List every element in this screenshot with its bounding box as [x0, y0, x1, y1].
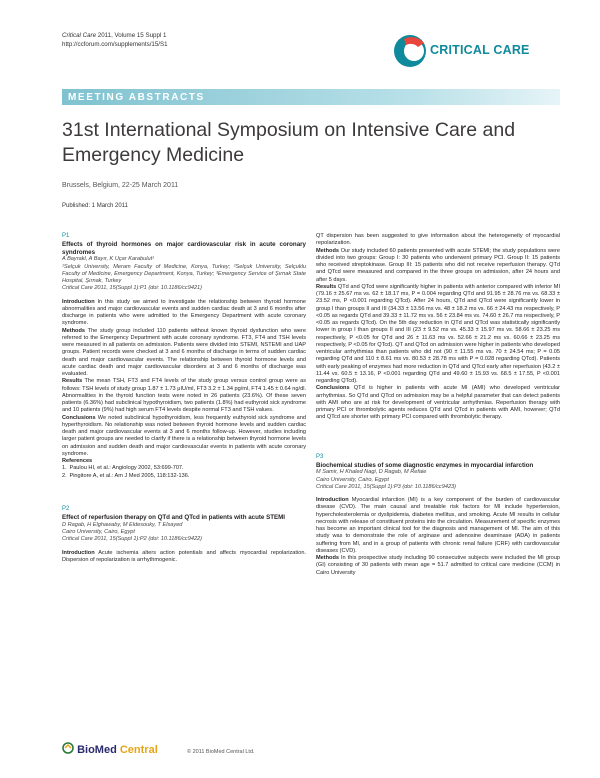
- abstract-authors: A Bayrakl, A Bayır, K Uçar Karabulut¹: [62, 256, 155, 263]
- section-text: QTd and QTcd were significantly higher in patients with anterior compared with inferior MI (79.16 ± 25.67 ms vs. 62 ± 18.17 ms, P = 0.004 regarding QTd and 91.95 ± 28.76 ms vs. 68.33 ± 23.52 ms, P <0.001 regarding QTcd). After 24 hours, QTd and QTcd were significantly lower in group I than groups II and III (34.33 ± 13.56 ms vs. 48 ± 18.2 ms vs. 66 ± 24.43 ms respectively, P <0.05 as regards QTd and 39.33 ± 11.72 ms vs. 56 ± 23.84 ms vs. 74.60 ± 26.7 ms respectively, P <0.05 as regards QTcd). On the 5th day reduction in QTd and QTcd was statistically significantly lower in group I than groups II and III (23 ± 9.52 ms vs. 45.33 ± 15.97 ms vs. 58.66 ± 23.25 ms respectively, P <0.05 for QTd and 26 ± 11.63 ms vs. 52.66 ± 21.2 ms vs. 60.66 ± 23.25 ms respectively, P <0.05 for QTcd). QT and QTcd on admission were higher in patients who developed ventricular arrhythmias than patients who did not (90 ± 11.55 ms vs. 70 ± 24.54 ms; P = 0.05 regarding QTd and 110 ± 8.61 ms vs. 80.53 ± 28.78 ms with P = 0.028 regarding QTcd). Patients with early peaking of enzymes had more reduction in QTd and QTcd early after reperfusion (43.2 ± 11.44 vs. 60.5 ± 13.16, P <0.001 regarding QTd and 49.60 ± 15.93 vs. 68.5 ± 17.55, P <0.001 regarding QTcd).: [316, 283, 560, 384]
- abstract-affiliation: Cairo University, Cairo, Egypt: [62, 529, 135, 536]
- section-text: QTd is higher in patients with acute MI (AMI) who developed ventricular arrhythmias. So QTd and QTcd on admission may be a helpful parameter that can detect patients with AMI who are at risk for development of ventricular arrhythmias. Reperfusion therapy with primary PCI or thrombolytic agents reduces QTd and QTcd in patients with AMI, however; QTd and QTcd are shorter with primary PCI compared with thrombolytic therapy.: [316, 385, 560, 421]
- abstract-affiliation: ¹Selçuk University, Meram Faculty of Medicine, Konya, Turkey; ²Selçuk University, Selçuklu Faculty of Medicine, Emergency Department, Konya, Turkey; ³Emergency Service of Şırnak State Hospital, Şırnak, Turkey: [62, 263, 306, 285]
- journal-url[interactable]: http://ccforum.com/supplements/15/S1: [62, 40, 168, 48]
- biomed-central-logo: [62, 742, 158, 756]
- results-paragraph: [316, 284, 560, 386]
- abstract-citation: Critical Care 2011, 15(Suppl 1):P2 (doi: 10.1186/cc9422): [62, 536, 203, 543]
- publication-date: Published: 1 March 2011: [62, 203, 128, 209]
- section-text: The mean TSH, FT3 and FT4 levels of the study group versus control group were as follows: TSH levels of study group 1.87 ± 1.73 μIU/ml, FT3 3.2 ± 1.34 pg/ml, FT4 1.45 ± 0.64 ng/dl. Abnormalities in the thyroid function tests were noted in 26 patients (23.6%). Of these seven patients (6.36%) had subclinical hypothyroidism, two patients (1.8%) had euthyroid sick syndrome and 10 patients (9%) had high serum FT4 levels despite normal FT3 and TSH values.: [62, 378, 306, 414]
- page-title: 31st International Symposium on Intensive Care and Emergency Medicine: [62, 119, 516, 166]
- bmc-text-b: Central: [116, 744, 158, 756]
- journal-name: Critical Care: [62, 32, 97, 39]
- section-text: We noted subclinical hypothyroidism, less frequently euthyroid sick syndrome and hyperthyroidism. No relationship was noted between thyroid hormone levels and sudden cardiac death and major cardiovascular events at 3 and 6 months follow-up. However, studies including larger patient groups are needed to clarify if there is a relationship between thyroid hormone levels on admission and sudden death and major cardiovascular events in patients with acute coronary syndrome.: [62, 414, 306, 457]
- conclusions-paragraph: [316, 385, 560, 421]
- intro-paragraph: [62, 299, 306, 328]
- section-label: Methods: [316, 555, 339, 562]
- abstract-affiliation: Cairo University, Cairo, Egypt: [316, 476, 389, 483]
- intro-paragraph: [316, 497, 560, 555]
- abstract-p2: [62, 506, 306, 564]
- section-text: Myocardial infarction (MI) is a key component of the burden of cardiovascular disease (CVD). The main causal and treatable risk factors for MI include hypertension, hypercholesterolemia or dyslipidemia, diabetes mellitus, and smoking. Acute MI results in cellular necrosis with release of constituent proteins into the circulation. Measurement of specific enzymes has become an important clinical tool for the diagnosis and management of MI. The aim of this study was to demonstrate the role of arginase and adenosine deaminase (ADA) in patients suffering from MI, and in a group of patients with chronic renal failure (CRF) with cardiovascular diseases (CVD).: [316, 497, 560, 554]
- abstract-citation: Critical Care 2011, 15(Suppl 1):P3 (doi: 10.1186/cc9423): [316, 483, 457, 490]
- section-text: In this study we aimed to investigate the relationship between thyroid hormone abnormalities and major cardiovascular events and sudden cardiac death at 3 and 6 months after discharge in patients who were admitted to the Emergency Department with acute coronary syndrome.: [62, 298, 306, 327]
- section-text: In this prospective study including 90 consecutive subjects were included the MI group (GI) consisting of 30 patients with mean age = 51.7 admitted to critical care medicine (CCM) in Cairo University: [316, 555, 560, 576]
- abstract-title: Biochemical studies of some diagnostic enzymes in myocardial infarction: [316, 461, 534, 469]
- section-label: Methods: [62, 327, 85, 334]
- section-band-label: MEETING ABSTRACTS: [68, 92, 205, 103]
- methods-paragraph: [316, 555, 560, 577]
- abstract-citation: Critical Care 2011, 15(Suppl 1):P1 (doi: 10.1186/cc9421): [62, 285, 203, 292]
- section-label: Introduction: [62, 298, 95, 305]
- methods-paragraph: [62, 328, 306, 379]
- abstract-id: P3: [316, 453, 324, 460]
- section-label: Results: [316, 283, 337, 290]
- section-label: Methods: [316, 247, 339, 254]
- critical-care-logo-icon: [392, 31, 428, 71]
- section-band: [62, 89, 560, 105]
- abstract-authors: M Samir, H Khaled Nagi, D Ragab, M Refaie: [316, 469, 427, 476]
- section-label: Conclusions: [316, 385, 350, 392]
- results-paragraph: [62, 378, 306, 414]
- section-label: Results: [62, 378, 83, 385]
- journal-citation: [62, 32, 168, 49]
- left-column: [62, 233, 306, 564]
- biomed-central-icon: [62, 742, 74, 754]
- reference-item: 1. Paulou HI, et al.: Angiology 2002, 53:699-707.: [62, 465, 184, 472]
- footer: [62, 740, 560, 766]
- section-text: Acute ischemia alters action potentials and affects myocardial repolarization. Dispersion of repolarization is arrhythmogenic.: [62, 549, 306, 563]
- abstract-title: Effects of thyroid hormones on major cardiovascular risk in acute coronary syndromes: [62, 241, 306, 256]
- bmc-text-a: BioMed: [77, 744, 117, 756]
- abstract-p1: [62, 233, 306, 480]
- abstract-id: P1: [62, 233, 70, 239]
- methods-paragraph: [316, 248, 560, 284]
- journal-volume: 2011, Volume 15 Suppl 1: [96, 32, 167, 39]
- logo-text: CRITICAL CARE: [430, 43, 530, 57]
- abstract-id: P2: [62, 505, 70, 512]
- critical-care-logo: [392, 28, 562, 74]
- intro-paragraph: [62, 550, 306, 565]
- copyright-notice: © 2011 BioMed Central Ltd.: [187, 749, 255, 755]
- section-text: Our study included 60 patients presented with acute STEMI; the study populations were divided into two groups: Group I: 30 patients who underwent primary PCI. Group II: 15 patients who received streptokinase. Group III: 15 patients who did not receive reperfusion therapy. QTd and QTcd were measured and compared in the three groups on admission, after 24 hours and after 5 days.: [316, 247, 560, 283]
- meeting-place: Brussels, Belgium, 22-25 March 2011: [62, 182, 179, 189]
- reference-item: 2. Pingitore A, et al.: Am J Med 2005, 118:132-136.: [62, 472, 190, 479]
- abstract-title: Effect of reperfusion therapy on QTd and QTcd in patients with acute STEMI: [62, 514, 285, 522]
- abstract-authors: D Ragab, H Elghawaby, M Eldesouky, T Elsayed: [62, 521, 183, 528]
- section-label: Introduction: [316, 497, 349, 504]
- section-label: Conclusions: [62, 414, 96, 421]
- p2-continued-paragraph: QT dispersion has been suggested to give information about the heterogeneity of myocardial repolarization.: [316, 233, 560, 247]
- references-heading: References: [62, 458, 93, 465]
- right-column: [316, 233, 560, 577]
- abstract-p3: [316, 454, 560, 577]
- references-list: [62, 465, 306, 480]
- section-label: Introduction: [62, 549, 95, 556]
- conclusions-paragraph: [62, 415, 306, 459]
- section-text: The study group included 110 patients without known thyroid dysfunction who were referred to the Emergency Department with acute coronary syndrome. FT3, FT4 and TSH levels were measured in all patients on admission. Patients were divided into STEMI, NSTEMI and UAP groups. Patient records were checked at 3 and 6 months of discharge in terms of sudden cardiac death and major cardiovascular events. The relationship between thyroid hormone levels and acute cardiac death and major cardiovascular disorders at 3 and 6 months of discharge was evaluated.: [62, 327, 306, 378]
